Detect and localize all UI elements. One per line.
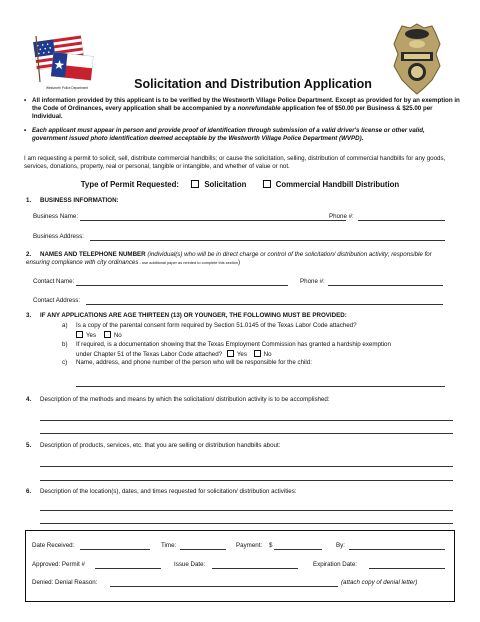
business-phone-label: Phone #: [329, 213, 354, 220]
section-3a-label: a) [62, 322, 68, 329]
payment-dollar-sign: $ [269, 542, 273, 549]
by-label: By: [336, 542, 345, 549]
section-3a-text: Is a copy of the parental consent form required by Section 51.0145 of the Texas Labor Code attached? [76, 322, 357, 329]
section-2-heading: 2. NAMES AND TELEPHONE NUMBER (individual(s) who will be in direct charge or control of the solicitation/ distribution activity; responsible for ensuring compliance with city ordinances - use additional paper as needed to complete this section) [26, 251, 432, 267]
section-3c-label: c) [62, 359, 68, 366]
contact-phone-field[interactable] [328, 285, 443, 286]
contact-name-field[interactable] [76, 285, 288, 286]
section-5-line-1[interactable] [40, 466, 453, 467]
section-6-heading: 6. Description of the location(s), dates, and times requested for solicitation/ distribution activities: [26, 488, 297, 495]
denial-reason-label: Denied: Denial Reason: [32, 579, 98, 586]
department-caption: Westworth Police Department [45, 86, 89, 90]
3a-yes-checkbox[interactable] [76, 331, 83, 338]
section-3b-label: b) [62, 341, 68, 348]
3b-yes-checkbox[interactable] [227, 350, 234, 357]
page-title: Solicitation and Distribution Application [134, 77, 372, 91]
section-4-line-1[interactable] [40, 420, 453, 421]
section-4-heading: 4. Description of the methods and means by which the solicitation/ distribution activity is to be accomplished: [26, 396, 330, 403]
handbill-label: Commercial Handbill Distribution [275, 180, 400, 189]
business-name-label: Business Name: [33, 213, 79, 220]
section-4-line-2[interactable] [40, 433, 453, 434]
child-responsible-field[interactable] [76, 386, 445, 387]
section-6-line-1[interactable] [40, 510, 453, 511]
time-label: Time: [161, 542, 177, 549]
intro-paragraph: I am requesting a permit to solicit, sell, distribute commercial handbills; or cause the solicitation, selling, distribution of commercial handbills for any goods, services, donations, property, real or personal, tangible or intangible, and whether of value or not. [24, 155, 446, 171]
section-3b-text: If required, is a documentation showing that the Texas Employment Commission has granted a hardship exemption [76, 341, 391, 348]
solicitation-label: Solicitation [204, 180, 247, 189]
section-3b-text-2: under Chapter 51 of the Texas Labor Code attached? Yes No [76, 351, 272, 358]
contact-phone-label: Phone #: [300, 278, 325, 285]
expiration-date-label: Expiration Date: [313, 561, 358, 568]
solicitation-checkbox[interactable] [191, 180, 199, 188]
approved-permit-label: Approved: Permit # [32, 561, 85, 568]
permit-type-row [0, 180, 480, 189]
issue-date-label: Issue Date: [174, 561, 206, 568]
section-3-heading: 3. IF ANY APPLICATIONS ARE AGE THIRTEEN (13) OR YOUNGER, THE FOLLOWING MUST BE PROVIDED: [26, 312, 347, 319]
section-5-line-2[interactable] [40, 480, 453, 481]
section-5-heading: 5. Description of products, services, etc. that you are selling or distribution handbills about: [26, 442, 281, 449]
payment-label: Payment: [236, 542, 263, 549]
3b-no-checkbox[interactable] [254, 350, 261, 357]
payment-field[interactable] [274, 549, 322, 550]
bullet-identification-info: • Each applicant must appear in person and provide proof of identification through submission of a valid driver's license or other valid, government issued photo identification deemed acceptable by the Westworth Village Police Department (WVPD). [24, 127, 425, 143]
business-address-field[interactable] [90, 240, 445, 241]
date-received-label: Date Received: [32, 542, 75, 549]
by-field[interactable] [349, 549, 445, 550]
section-1-heading: 1. BUSINESS INFORMATION: [26, 197, 119, 204]
bullet-fee-info: • All information provided by this applicant is to be verified by the Westworth Village Police Department. Except as provided for by an exemption in the Code of Ordinances, every application shall be accompanied by a nonrefundable application fee of $50.00 per Business & $25.00 per Individual. [24, 97, 460, 121]
business-phone-field[interactable] [358, 220, 445, 221]
permit-type-label: Type of Permit Requested: [80, 180, 179, 189]
denial-note: (attach copy of denial letter) [341, 579, 418, 586]
business-name-field[interactable] [80, 220, 346, 221]
denial-reason-field[interactable] [110, 586, 338, 587]
3a-no-checkbox[interactable] [104, 331, 111, 338]
issue-date-field[interactable] [212, 568, 298, 569]
business-address-label: Business Address: [33, 233, 84, 240]
permit-number-field[interactable] [95, 568, 161, 569]
contact-address-field[interactable] [86, 304, 443, 305]
contact-address-label: Contact Address: [33, 297, 81, 304]
time-field[interactable] [180, 549, 226, 550]
contact-name-label: Contact Name: [33, 278, 75, 285]
date-received-field[interactable] [80, 549, 150, 550]
section-3c-text: Name, address, and phone number of the person who will be responsible for the child: [76, 359, 312, 366]
section-6-line-2[interactable] [40, 523, 453, 524]
handbill-checkbox[interactable] [263, 180, 271, 188]
office-use-box [25, 530, 455, 602]
section-3a-options: Yes No [76, 331, 122, 340]
expiration-date-field[interactable] [369, 568, 445, 569]
